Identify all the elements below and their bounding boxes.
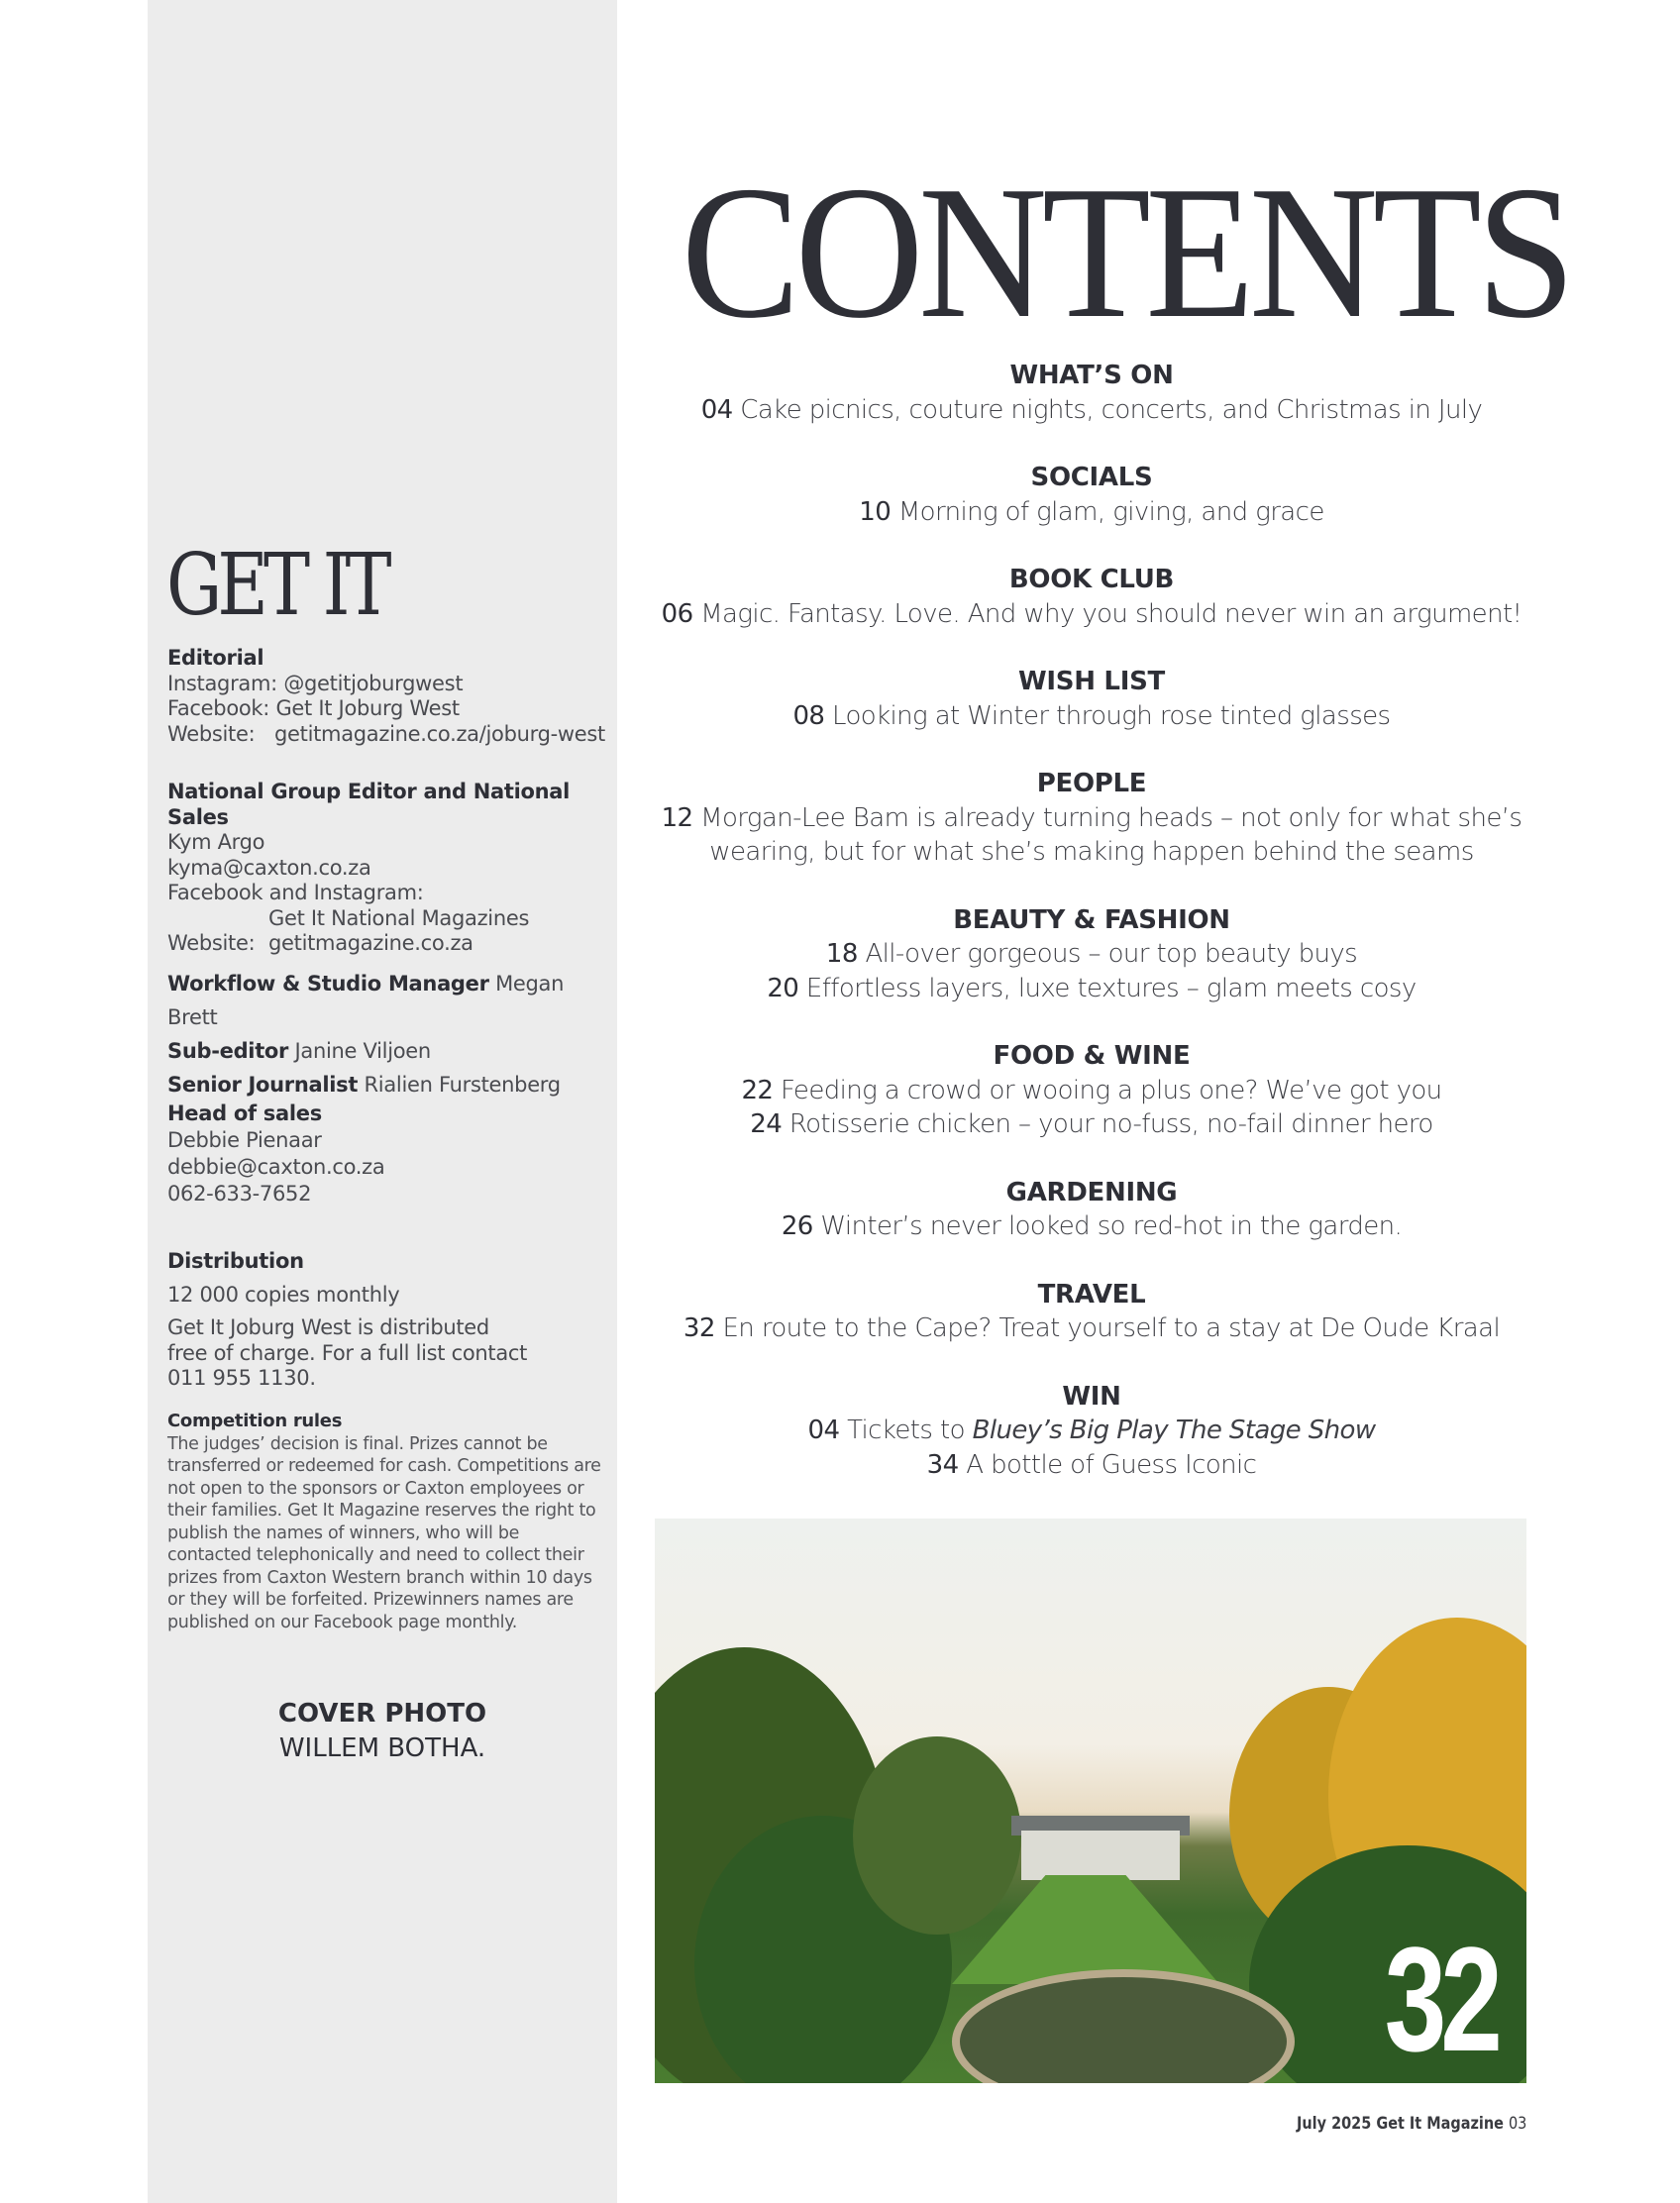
staff-item — [167, 1068, 613, 1102]
entry-text: Feeding a crowd or wooing a plus one? We’ve got you — [781, 1075, 1442, 1105]
toc-entry[interactable] — [656, 393, 1527, 428]
staff-block — [167, 967, 613, 1102]
entry-text: Looking at Winter through rose tinted glasses — [832, 700, 1391, 731]
sales-heading: Head of sales — [167, 1102, 322, 1125]
footer-date: July 2025 — [1296, 2114, 1371, 2134]
entry-text: Magic. Fantasy. Love. And why you should never win an argument! — [700, 598, 1522, 629]
toc-section — [656, 359, 1527, 427]
section-heading: TRAVEL — [1037, 1279, 1146, 1310]
page-number: 08 — [792, 700, 825, 731]
section-heading: BEAUTY & FASHION — [953, 904, 1230, 935]
page-number: 06 — [661, 598, 693, 629]
rules-heading: Competition rules — [167, 1411, 343, 1431]
entry-text: Morgan-Lee Bam is already turning heads – not only for what she’s wearing, but for what she’s making happen behind the seams — [700, 802, 1522, 867]
page-number: 18 — [825, 939, 858, 969]
entry-text: Cake picnics, couture nights, concerts, and Christmas in July — [740, 394, 1483, 425]
label: Instagram: — [167, 671, 277, 695]
toc-entry[interactable] — [656, 972, 1527, 1006]
toc-entry[interactable] — [656, 1414, 1527, 1448]
toc-entry[interactable] — [656, 699, 1527, 734]
page-number: 24 — [750, 1109, 783, 1139]
copies: 12 000 copies monthly — [167, 1282, 400, 1307]
role: Senior Journalist — [167, 1073, 359, 1097]
toc-section — [656, 563, 1527, 631]
label: Website: — [167, 931, 256, 955]
toc-entry[interactable] — [656, 597, 1527, 632]
page-title: CONTENTS — [681, 147, 1570, 358]
page-number: 26 — [781, 1211, 813, 1241]
sales-name: Debbie Pienaar — [167, 1128, 322, 1152]
editorial-heading: Editorial — [167, 646, 264, 670]
label: Website: — [167, 721, 256, 746]
national-heading: National Group Editor and National Sales — [167, 780, 571, 829]
section-heading: WHAT’S ON — [1009, 361, 1174, 390]
distribution-text: free of charge. For a full list contact — [167, 1340, 528, 1365]
entry-title: Bluey’s Big Play The Stage Show — [972, 1416, 1376, 1445]
toc-section — [656, 1278, 1527, 1346]
role: Sub-editor — [167, 1039, 289, 1063]
page-number: 32 — [682, 1313, 715, 1343]
section-heading: WISH LIST — [1018, 667, 1165, 696]
rules-text: The judges’ decision is final. Prizes cannot be transferred or redeemed for cash. Competitions are not open to the sponsors or Caxton employees or their families. Get It Magazine reserves the right to publish the names of winners, who will be contacted telephonically and need to collect their prizes from Caxton Western branch within 10 days or they will be forfeited. Prizewinners names are published on our Facebook page monthly. — [167, 1433, 601, 1632]
entry-text: A bottle of Guess Iconic — [966, 1449, 1257, 1480]
entry-text: Effortless layers, luxe textures – glam meets cosy — [805, 973, 1417, 1003]
facebook-page[interactable]: Get It Joburg West — [275, 696, 460, 720]
footer-magazine: Get It Magazine — [1375, 2114, 1504, 2134]
name: Janine Viljoen — [294, 1039, 431, 1063]
magazine-logo: GET IT — [166, 536, 387, 635]
distribution-block — [167, 1249, 613, 1392]
section-heading: SOCIALS — [1030, 463, 1153, 492]
toc-entry[interactable] — [656, 1074, 1527, 1108]
staff-item — [167, 1034, 613, 1068]
toc-entry[interactable] — [656, 937, 1527, 972]
competition-rules — [167, 1411, 603, 1633]
editorial-block — [167, 646, 613, 747]
house — [1021, 1831, 1180, 1880]
tree — [853, 1736, 1021, 1935]
website-link[interactable]: getitmagazine.co.za/joburg-west — [274, 721, 605, 746]
section-heading: BOOK CLUB — [1008, 565, 1175, 594]
toc-entry[interactable] — [656, 1448, 1527, 1483]
social-name[interactable]: Get It National Magazines — [268, 905, 530, 930]
editor-name: Kym Argo — [167, 830, 265, 854]
entry-text: Tickets to — [847, 1416, 965, 1445]
page-number: 10 — [859, 496, 892, 527]
national-block — [167, 780, 613, 957]
page-number: 12 — [661, 802, 693, 833]
toc-entry[interactable] — [656, 1209, 1527, 1244]
sales-block — [167, 1101, 613, 1207]
entry-text: Winter’s never looked so red-hot in the garden. — [820, 1211, 1403, 1241]
toc-section — [656, 1039, 1527, 1142]
website-link[interactable]: getitmagazine.co.za — [268, 931, 473, 955]
page-number: 22 — [741, 1075, 774, 1105]
cover-photographer: WILLEM BOTHA. — [278, 1733, 486, 1763]
toc-entry[interactable] — [656, 1311, 1527, 1346]
toc-entry[interactable] — [656, 801, 1527, 870]
page-footer — [1297, 2114, 1526, 2134]
cover-credit — [148, 1697, 617, 1766]
page-number: 34 — [926, 1449, 959, 1480]
toc-section-win — [656, 1380, 1527, 1483]
toc-section — [656, 1176, 1527, 1244]
toc-entry[interactable] — [656, 495, 1527, 530]
toc-entry[interactable] — [656, 1107, 1527, 1142]
name: Rialien Furstenberg — [364, 1073, 561, 1097]
social-label: Facebook and Instagram: — [167, 881, 424, 904]
section-heading: GARDENING — [1005, 1177, 1178, 1207]
section-heading: WIN — [1062, 1381, 1121, 1412]
distribution-heading: Distribution — [167, 1249, 304, 1273]
section-heading: FOOD & WINE — [993, 1041, 1191, 1071]
editor-email[interactable]: kyma@caxton.co.za — [167, 855, 371, 880]
contents-list — [656, 359, 1527, 1516]
name: Megan Brett — [167, 972, 565, 1029]
sales-phone: 062-633-7652 — [167, 1182, 312, 1206]
entry-text: Rotisserie chicken – your no-fuss, no-fail dinner hero — [788, 1109, 1433, 1139]
distribution-phone: 011 955 1130. — [167, 1366, 316, 1390]
entry-text: All-over gorgeous – our top beauty buys — [865, 939, 1358, 969]
sales-email[interactable]: debbie@caxton.co.za — [167, 1155, 385, 1179]
pond — [952, 1969, 1295, 2083]
staff-item — [167, 967, 613, 1034]
page-number: 04 — [807, 1416, 840, 1445]
instagram-handle[interactable]: @getitjoburgwest — [283, 671, 464, 695]
page-number: 20 — [767, 973, 799, 1003]
distribution-text: Get It Joburg West is distributed — [167, 1315, 489, 1339]
section-heading: PEOPLE — [1036, 769, 1147, 798]
toc-section — [656, 903, 1527, 1006]
page-number: 04 — [700, 394, 733, 425]
entry-text: En route to the Cape? Treat yourself to a stay at De Oude Kraal — [722, 1313, 1501, 1343]
entry-text: Morning of glam, giving, and grace — [897, 496, 1324, 527]
photo-page-number: 32 — [1384, 1916, 1497, 2082]
toc-section — [656, 461, 1527, 529]
footer-page-number: 03 — [1508, 2114, 1526, 2134]
label: Facebook: — [167, 696, 270, 720]
toc-section — [656, 767, 1527, 870]
cover-heading: COVER PHOTO — [277, 1699, 487, 1729]
feature-photo — [655, 1519, 1526, 2083]
role: Workflow & Studio Manager — [167, 972, 489, 996]
toc-section — [656, 665, 1527, 733]
